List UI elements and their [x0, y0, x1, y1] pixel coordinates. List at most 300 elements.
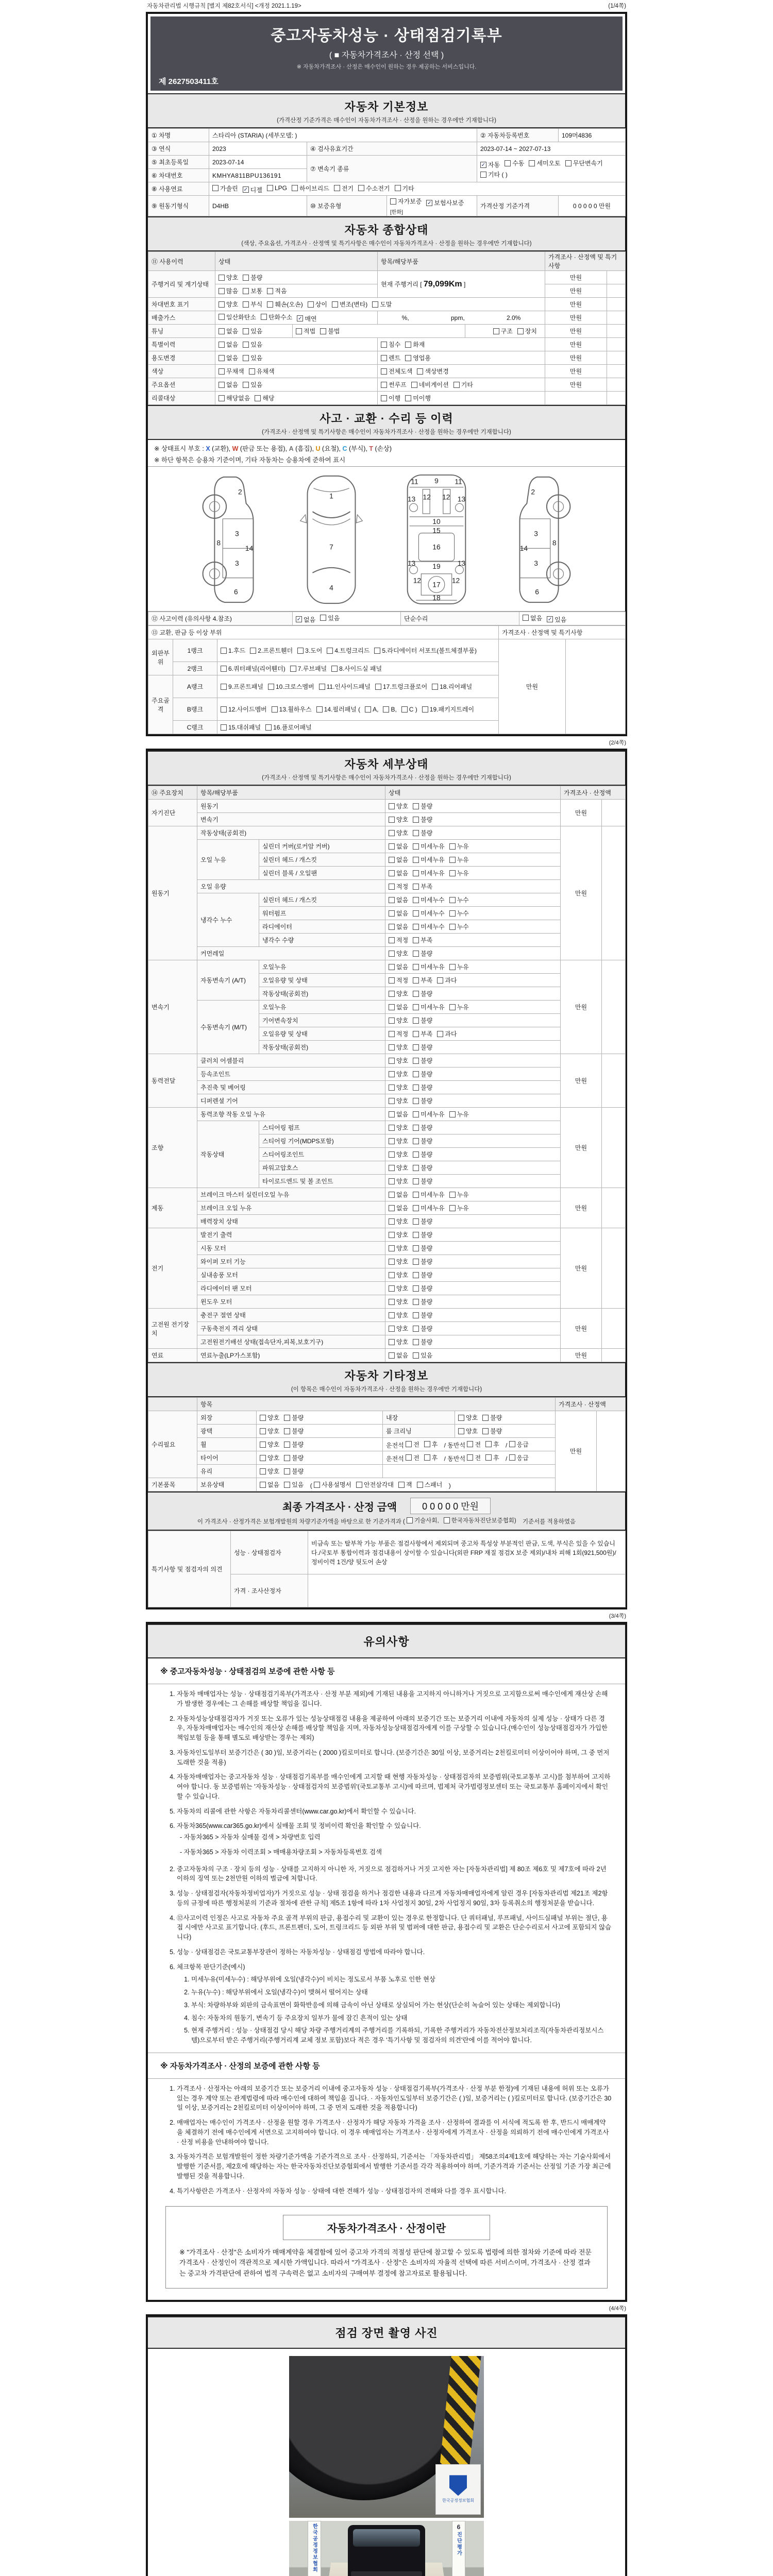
checkbox[interactable] — [480, 172, 486, 178]
checkbox[interactable] — [389, 1272, 395, 1278]
checkbox[interactable] — [389, 1178, 395, 1184]
checkbox[interactable] — [389, 1205, 395, 1211]
explain-box-text: ※ "가격조사 · 산정"은 소비자가 매매계약을 체결함에 있어 중고차 가격의 적절성 판단에 참고할 수 있도록 법령에 의한 절차와 기준에 따라 전문 가격조사 · 산정인이 객관적으로 제시한 가액입니다. 따라서 "가격조사 · 산정"은 소비자의 자율적 선택에 따른 서비스이며, 가격조사 · 산정 결과는 중고차 가격판단에 관하여 법적 구속력은 없고 소비자의 구매여부 결정에 참고자료로 활용됩니다. — [179, 2248, 592, 2277]
checkbox[interactable] — [485, 1441, 492, 1447]
checkbox[interactable] — [432, 684, 438, 690]
checkbox-option — [493, 327, 513, 335]
svg-text:12: 12 — [451, 576, 460, 585]
checkbox-label: 16.플로어패널 — [273, 724, 312, 731]
checkbox[interactable] — [413, 1084, 419, 1091]
checkbox[interactable] — [221, 648, 227, 654]
list-item: - 자동차365 > 자동차 이력조회 > 매매용차량조회 > 자동차등록번호 검색 — [180, 1848, 382, 1856]
checkbox[interactable] — [389, 843, 395, 850]
checkbox[interactable] — [243, 275, 249, 281]
checkbox[interactable] — [260, 1428, 266, 1434]
checkbox[interactable] — [413, 1098, 419, 1104]
checkbox[interactable] — [424, 1454, 430, 1461]
checkbox[interactable] — [389, 1326, 395, 1332]
checkbox[interactable] — [449, 1192, 456, 1198]
checkbox[interactable] — [389, 1125, 395, 1131]
checkbox[interactable] — [413, 951, 419, 957]
checkbox-option — [243, 273, 262, 282]
checkbox-option — [389, 855, 408, 864]
checkbox[interactable] — [413, 1125, 419, 1131]
state-options — [385, 934, 561, 947]
checkbox[interactable] — [413, 964, 419, 970]
checkbox[interactable] — [389, 951, 395, 957]
checkbox[interactable] — [389, 1111, 395, 1117]
checkbox[interactable] — [284, 1415, 290, 1421]
code-exchange-desc: (교환), — [212, 445, 231, 452]
checkbox[interactable] — [449, 924, 456, 930]
checkbox[interactable] — [381, 342, 387, 348]
checkbox[interactable] — [413, 1205, 419, 1211]
checkbox[interactable] — [260, 1442, 266, 1448]
checkbox[interactable] — [405, 342, 411, 348]
checkbox[interactable] — [413, 870, 419, 876]
checkbox[interactable] — [284, 1428, 290, 1434]
checkbox[interactable] — [449, 843, 456, 850]
checkbox[interactable] — [467, 1454, 473, 1461]
checkbox[interactable] — [221, 684, 227, 690]
checkbox[interactable] — [284, 1442, 290, 1448]
checkbox[interactable] — [381, 395, 387, 401]
checkbox[interactable] — [411, 382, 417, 388]
checkbox-option — [243, 185, 262, 194]
checkbox[interactable] — [243, 355, 249, 361]
checkbox-option — [413, 1217, 432, 1226]
checkbox[interactable] — [565, 160, 572, 166]
checkbox[interactable] — [417, 1482, 423, 1488]
list-item: 3. 부식: 차량하부와 외판의 금속표면이 화학반응에 의해 금속이 아닌 상태로 상실되어 가는 현상(단순히 녹슬어 있는 상태는 제외합니다) — [191, 2001, 612, 2010]
checkbox[interactable] — [267, 288, 273, 294]
checkbox-label: 양호 — [267, 1468, 280, 1475]
seat-passenger-label: / 동반석 — [444, 1442, 466, 1449]
checkbox[interactable] — [413, 1165, 419, 1171]
checkbox[interactable] — [389, 924, 395, 930]
checkbox[interactable] — [219, 355, 225, 361]
checkbox[interactable] — [413, 1138, 419, 1144]
list-item: 1. 미세누유(미세누수) : 해당부위에 오일(냉각수)이 비치는 정도로서 부품 노후로 인한 현상 — [191, 1975, 612, 1985]
checkbox[interactable] — [406, 1454, 412, 1461]
checkbox[interactable] — [389, 1018, 395, 1024]
svg-text:4: 4 — [329, 583, 333, 592]
checkbox-option — [437, 976, 457, 985]
checkbox[interactable] — [413, 1285, 419, 1292]
checkbox[interactable] — [221, 724, 227, 731]
checkbox-label: 불량 — [421, 1272, 433, 1279]
checkbox[interactable] — [413, 1044, 419, 1050]
checkbox[interactable] — [413, 857, 419, 863]
checkbox[interactable] — [292, 185, 298, 191]
checkbox-option — [398, 1480, 412, 1489]
checkbox[interactable] — [389, 1285, 395, 1292]
item-header: 항목/해당부품 — [197, 786, 385, 800]
basic-info-table — [148, 128, 626, 216]
checkbox[interactable] — [413, 1245, 419, 1251]
checkbox[interactable] — [297, 648, 304, 654]
usage-change-label: 용도변경 — [148, 351, 215, 365]
checkbox[interactable] — [267, 185, 273, 191]
checkbox[interactable] — [395, 185, 401, 191]
checkbox[interactable] — [316, 706, 323, 713]
checkbox[interactable] — [389, 991, 395, 997]
checkbox[interactable] — [449, 910, 456, 917]
checkbox-label: 불량 — [421, 1338, 433, 1346]
checkbox[interactable] — [389, 857, 395, 863]
checkbox[interactable] — [255, 395, 261, 401]
checkbox[interactable] — [381, 355, 387, 361]
checkbox[interactable] — [284, 1482, 290, 1488]
checkbox-option — [332, 300, 367, 309]
checkbox[interactable] — [458, 1428, 464, 1434]
checkbox[interactable] — [372, 301, 378, 308]
checkbox[interactable] — [413, 1218, 419, 1225]
checkbox[interactable] — [389, 1312, 395, 1318]
checkbox[interactable]: ✓ — [481, 162, 486, 168]
checkbox-label: 12.사이드멤버 — [228, 706, 267, 713]
checkbox[interactable] — [389, 1339, 395, 1345]
checkbox[interactable] — [413, 1352, 419, 1359]
checkbox-label: 없음 — [226, 328, 239, 335]
base-price-value: 0 0 0 0 0 만원 — [559, 196, 626, 216]
checkbox[interactable] — [284, 1468, 290, 1475]
checkbox[interactable] — [260, 1482, 266, 1488]
checkbox[interactable] — [332, 301, 338, 308]
checkbox[interactable] — [219, 301, 225, 308]
checkbox[interactable] — [389, 937, 395, 943]
checkbox[interactable] — [449, 870, 456, 876]
checkbox[interactable] — [260, 1455, 266, 1461]
checkbox[interactable] — [389, 1151, 395, 1158]
checkbox[interactable] — [221, 666, 227, 672]
checkbox[interactable]: ✓ — [547, 617, 552, 622]
checkbox[interactable] — [406, 1441, 412, 1447]
checkbox[interactable] — [296, 328, 302, 334]
checkbox[interactable] — [389, 1192, 395, 1198]
state-options — [257, 1425, 383, 1438]
checkbox[interactable] — [260, 1468, 266, 1475]
checkbox[interactable] — [389, 870, 395, 876]
checkbox[interactable] — [413, 937, 419, 943]
checkbox[interactable] — [413, 1232, 419, 1238]
checkbox[interactable] — [437, 977, 443, 984]
checkbox[interactable] — [374, 648, 380, 654]
checkbox[interactable] — [314, 1482, 320, 1488]
checkbox[interactable] — [389, 1245, 395, 1251]
checkbox[interactable] — [265, 724, 272, 731]
checkbox[interactable]: ✓ — [427, 200, 432, 206]
checkbox[interactable] — [509, 1441, 515, 1447]
page-3 — [146, 1622, 627, 2302]
checkbox[interactable] — [413, 910, 419, 917]
checkbox[interactable] — [413, 1326, 419, 1332]
checkbox[interactable] — [505, 160, 511, 166]
checkbox[interactable] — [365, 706, 371, 713]
checkbox[interactable] — [219, 368, 225, 375]
checkbox[interactable] — [453, 382, 460, 388]
price-unit: 만원 — [545, 284, 607, 298]
checkbox-label: 썬루프 — [389, 381, 407, 388]
checkbox[interactable] — [389, 1044, 395, 1050]
checkbox[interactable] — [413, 1339, 419, 1345]
checkbox-option — [260, 1480, 279, 1489]
checkbox[interactable] — [422, 706, 428, 713]
checkbox[interactable] — [219, 382, 225, 388]
row-label: 작동상태(공회전) — [197, 826, 385, 840]
checkbox[interactable] — [413, 1058, 419, 1064]
checkbox-option — [219, 286, 238, 295]
notice-item: 5. 자동차의 리콜에 관한 사항은 자동차리콜센터(www.car.go.kr)에서 확인할 수 있습니다. — [177, 1807, 612, 1817]
checkbox[interactable] — [413, 1071, 419, 1077]
checkbox[interactable] — [221, 706, 227, 713]
checkbox[interactable] — [389, 1299, 395, 1305]
checkbox[interactable] — [243, 288, 249, 294]
panel-rank-table — [148, 625, 626, 734]
row-label: 동력조향 작동 오일 누유 — [197, 1108, 385, 1121]
checkbox[interactable] — [290, 666, 296, 672]
price-unit: 만원 — [499, 639, 566, 734]
checkbox-label: 불량 — [421, 1164, 433, 1172]
checkbox[interactable] — [523, 615, 529, 621]
checkbox-label: 색상변경 — [425, 368, 449, 375]
checkbox[interactable] — [389, 1071, 395, 1077]
checkbox[interactable] — [219, 288, 225, 294]
checkbox-label: 해당 — [262, 395, 275, 402]
checkbox[interactable] — [517, 328, 524, 334]
checkbox[interactable] — [219, 395, 225, 401]
checkbox[interactable] — [212, 185, 219, 191]
checkbox[interactable] — [437, 1031, 443, 1037]
checkbox[interactable] — [482, 1428, 489, 1434]
checkbox[interactable] — [389, 1218, 395, 1225]
checkbox[interactable] — [389, 1259, 395, 1265]
svg-text:3: 3 — [534, 558, 538, 567]
checkbox[interactable] — [413, 1312, 419, 1318]
checkbox[interactable] — [383, 706, 389, 713]
checkbox[interactable] — [458, 1415, 464, 1421]
checkbox[interactable] — [389, 1098, 395, 1104]
checkbox-label: 불량 — [421, 990, 433, 997]
checkbox[interactable] — [449, 1004, 456, 1010]
checkbox[interactable] — [449, 897, 456, 903]
checkbox[interactable] — [449, 857, 456, 863]
checkbox[interactable] — [389, 964, 395, 970]
state-options — [385, 867, 561, 880]
checkbox-label: 없음 — [530, 614, 543, 622]
checkbox[interactable] — [358, 185, 364, 191]
checkbox[interactable] — [413, 977, 419, 984]
checkbox[interactable]: ✓ — [298, 316, 303, 321]
checkbox[interactable] — [413, 924, 419, 930]
row-label: 오일유량 및 상태 — [259, 974, 385, 987]
checkbox[interactable] — [390, 198, 396, 205]
checkbox[interactable] — [389, 1058, 395, 1064]
checkbox[interactable] — [413, 830, 419, 836]
checkbox[interactable] — [509, 1454, 515, 1461]
checkbox[interactable] — [413, 1192, 419, 1198]
checkbox-label: 불량 — [421, 1017, 433, 1024]
checkbox[interactable] — [243, 328, 249, 334]
checkbox[interactable] — [249, 368, 255, 375]
checkbox[interactable] — [493, 328, 499, 334]
code-damage-desc: (손상) — [375, 445, 392, 452]
checkbox-label: 없음 — [396, 870, 409, 877]
row-group-label: 냉각수 누수 — [197, 893, 259, 947]
photo-area — [148, 2349, 625, 2576]
checkbox-label: 부족 — [421, 1030, 433, 1038]
svg-text:2: 2 — [531, 487, 535, 496]
checkbox-option — [267, 286, 287, 295]
checkbox-option — [413, 1150, 432, 1159]
checkbox-option — [389, 1003, 408, 1011]
checkbox-option — [449, 1003, 469, 1011]
checkbox[interactable] — [485, 1454, 492, 1461]
checkbox-label: 양호 — [226, 274, 239, 281]
checkbox[interactable]: ✓ — [243, 187, 248, 193]
checkbox[interactable] — [407, 1517, 413, 1523]
checkbox[interactable] — [398, 1482, 405, 1488]
checkbox[interactable] — [243, 301, 249, 308]
group-power-train: 동력전달 — [148, 1054, 197, 1108]
checkbox[interactable] — [389, 1084, 395, 1091]
checkbox[interactable] — [389, 803, 395, 809]
checkbox[interactable] — [413, 1299, 419, 1305]
checkbox-option — [413, 1056, 432, 1065]
checkbox[interactable] — [389, 884, 395, 890]
checkbox[interactable] — [413, 803, 419, 809]
checkbox[interactable] — [529, 160, 535, 166]
checkbox-label: 장치 — [525, 328, 537, 335]
checkbox-label: 전체도색 — [389, 368, 413, 375]
checkbox[interactable] — [413, 817, 419, 823]
checkbox[interactable] — [308, 301, 314, 308]
checkbox[interactable]: ✓ — [296, 617, 301, 622]
checkbox[interactable] — [319, 684, 325, 690]
checkbox[interactable] — [389, 977, 395, 984]
checkbox-option — [219, 340, 238, 349]
checkbox[interactable] — [389, 1165, 395, 1171]
checkbox[interactable] — [449, 964, 456, 970]
checkbox[interactable] — [219, 342, 225, 348]
checkbox[interactable] — [405, 395, 411, 401]
main-option-kind-options — [378, 378, 545, 392]
checkbox[interactable] — [405, 355, 411, 361]
association-board — [435, 2464, 481, 2515]
page-indicator-3: (3/4쪽) — [609, 1613, 626, 1619]
checkbox[interactable] — [413, 1259, 419, 1265]
checkbox[interactable] — [243, 342, 249, 348]
checkbox[interactable] — [389, 817, 395, 823]
checkbox[interactable] — [413, 1111, 419, 1117]
state-options — [455, 1425, 556, 1438]
state-options — [257, 1411, 383, 1425]
checkbox[interactable] — [389, 830, 395, 836]
row-label: 오일 유량 — [197, 880, 385, 893]
checkbox[interactable] — [413, 1031, 419, 1037]
checkbox[interactable] — [482, 1415, 489, 1421]
checkbox[interactable] — [260, 1415, 266, 1421]
checkbox[interactable] — [284, 1455, 290, 1461]
checkbox[interactable] — [401, 706, 408, 713]
checkbox-option — [389, 1083, 408, 1092]
checkbox-label: 누유 — [457, 963, 469, 971]
checkbox[interactable] — [467, 1441, 473, 1447]
checkbox[interactable] — [219, 275, 225, 281]
checkbox[interactable] — [444, 1517, 450, 1523]
checkbox[interactable] — [250, 648, 256, 654]
checkbox-option — [297, 646, 322, 655]
checkbox[interactable] — [389, 910, 395, 917]
checkbox-option — [221, 723, 261, 732]
car365-steps — [177, 1833, 612, 1857]
checkbox[interactable] — [356, 1482, 362, 1488]
state-options — [257, 1451, 383, 1465]
document-number: 제 2627503411호 — [159, 77, 219, 86]
main-option-label: 주요옵션 — [148, 378, 215, 392]
notice-item: 6. 자동차365(www.car365.go.kr)에서 실매물 조회 및 정비이력 확인을 확인할 수 있습니다. - 자동차365 > 자동차 실매물 검색 > 차량번호 입력 - 자동차365 > 자동차 이력조회 > 매매용차량조회 > 자동차등록번호 검색 — [177, 1821, 612, 1857]
checkbox[interactable] — [389, 1232, 395, 1238]
checkbox[interactable] — [413, 897, 419, 903]
checkbox-option — [375, 682, 427, 691]
checkbox-label: 양호 — [396, 1071, 409, 1078]
checkbox[interactable] — [413, 884, 419, 890]
checkbox[interactable] — [219, 314, 225, 320]
checkbox[interactable] — [219, 328, 225, 334]
checkbox-label: 불량 — [421, 816, 433, 823]
checkbox-label: 누유 — [457, 870, 469, 877]
checkbox[interactable] — [449, 1111, 456, 1117]
checkbox[interactable] — [375, 684, 381, 690]
checkbox[interactable] — [389, 1138, 395, 1144]
checkbox[interactable] — [389, 1031, 395, 1037]
checkbox[interactable] — [320, 328, 326, 334]
checkbox[interactable] — [413, 1018, 419, 1024]
checkbox[interactable] — [389, 1352, 395, 1359]
checkbox[interactable] — [417, 368, 423, 375]
checkbox[interactable] — [449, 1205, 456, 1211]
checkbox[interactable] — [243, 382, 249, 388]
checkbox[interactable] — [424, 1441, 430, 1447]
checkbox[interactable] — [413, 1151, 419, 1158]
checkbox-option — [320, 614, 340, 622]
checkbox[interactable] — [381, 368, 387, 375]
checkbox[interactable] — [413, 843, 419, 850]
checkbox[interactable] — [381, 382, 387, 388]
checkbox[interactable] — [267, 301, 273, 308]
checkbox[interactable] — [261, 314, 267, 320]
checkbox[interactable] — [413, 1272, 419, 1278]
checkbox[interactable] — [413, 1004, 419, 1010]
checkbox[interactable] — [413, 991, 419, 997]
checkbox-option — [395, 184, 414, 193]
checkbox[interactable] — [272, 706, 278, 713]
checkbox-option — [219, 273, 238, 282]
checkbox[interactable] — [327, 648, 333, 654]
state-options — [385, 813, 561, 826]
checkbox[interactable] — [334, 185, 340, 191]
checkbox[interactable] — [268, 684, 274, 690]
checkbox[interactable] — [320, 615, 326, 621]
checkbox-label: 불량 — [421, 803, 433, 810]
checkbox[interactable] — [331, 666, 338, 672]
checkbox-option — [221, 664, 285, 673]
code-exchange: X — [206, 445, 210, 452]
checkbox[interactable] — [389, 897, 395, 903]
checkbox[interactable] — [413, 1178, 419, 1184]
first-reg-label: ⑤ 최초등록일 — [148, 156, 209, 169]
checkbox[interactable] — [389, 1004, 395, 1010]
